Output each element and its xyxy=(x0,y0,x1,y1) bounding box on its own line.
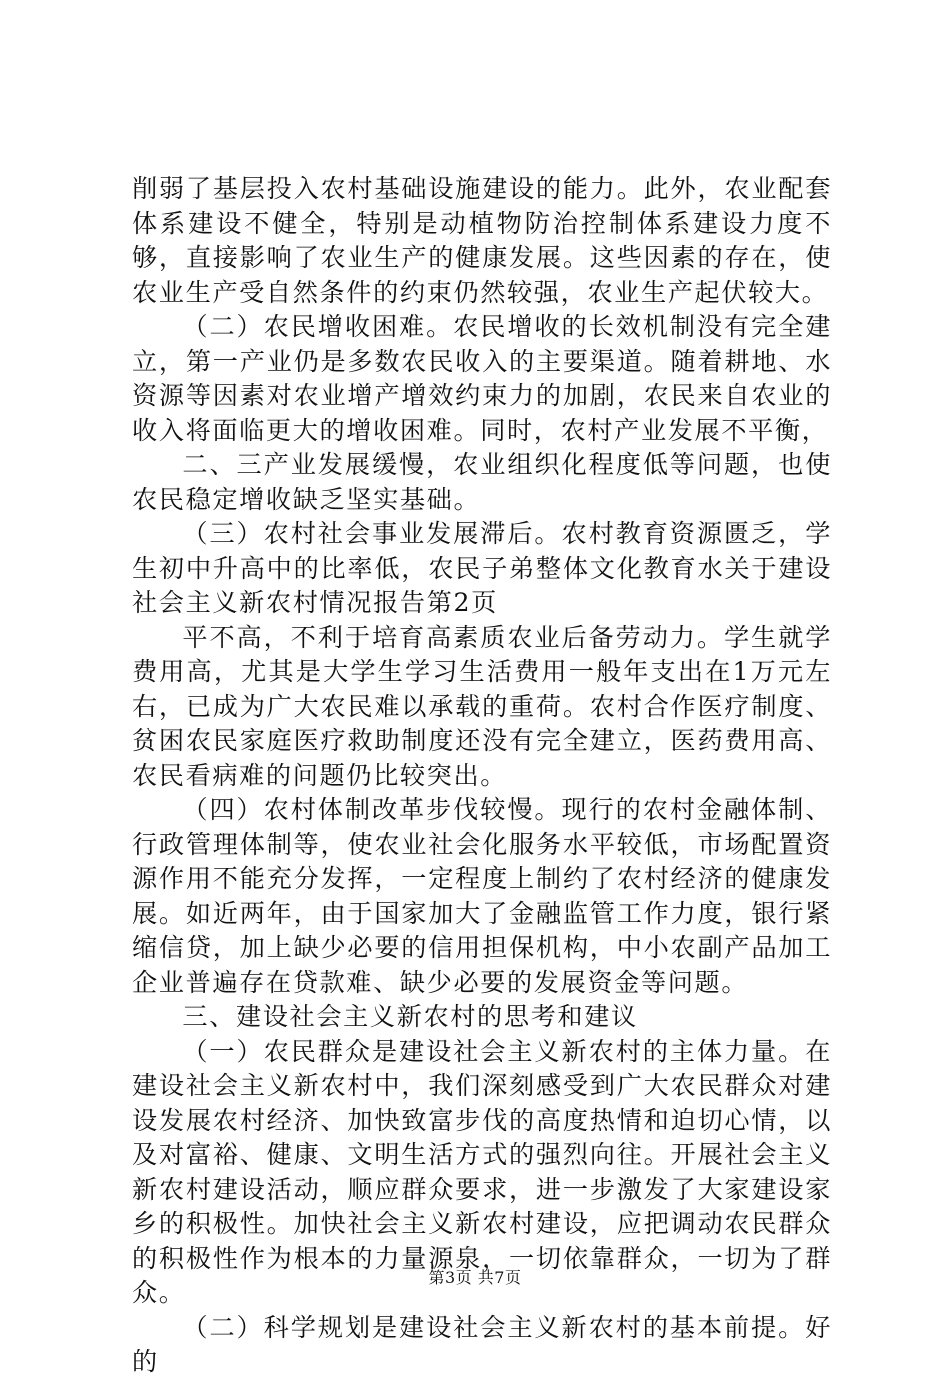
paragraph-5: 平不高，不利于培育高素质农业后备劳动力。学生就学费用高，尤其是大学生学习生活费用一般年支出在1万元左右，已成为广大农民难以承载的重荷。农村合作医疗制度、贫困农民家庭医疗救助制度还没有完全建立，医药费用高、农民看病难的问题仍比较突出。 xyxy=(132,622,832,790)
paragraph-6: （四）农村体制改革步伐较慢。现行的农村金融体制、行政管理体制等，使农业社会化服务水平较低，市场配置资源作用不能充分发挥，一定程度上制约了农村经济的健康发展。如近两年，由于国家加大了金融监管工作力度，银行紧缩信贷，加上缺少必要的信用担保机构，中小农副产品加工企业普遍存在贷款难、缺少必要的发展资金等问题。 xyxy=(132,795,832,997)
paragraph-7: （一）农民群众是建设社会主义新农村的主体力量。在建设社会主义新农村中，我们深刻感受到广大农民群众对建设发展农村经济、加快致富步伐的高度热情和迫切心情，以及对富裕、健康、文明生活方式的强烈向往。开展社会主义新农村建设活动，顺应群众要求，进一步激发了大家建设家乡的积极性。加快社会主义新农村建设，应把调动农民群众的积极性作为根本的力量源泉，一切依靠群众，一切为了群众。 xyxy=(132,1036,832,1307)
paragraph-2: （二）农民增收困难。农民增收的长效机制没有完全建立，第一产业仍是多数农民收入的主要渠道。随着耕地、水资源等因素对农业增产增效约束力的加剧，农民来自农业的收入将面临更大的增收困难。同时，农村产业发展不平衡， xyxy=(132,312,832,445)
paragraph-4: （三）农村社会事业发展滞后。农村教育资源匮乏，学生初中升高中的比率低，农民子弟整体文化教育水关于建设社会主义新农村情况报告第2页 xyxy=(132,519,832,617)
paragraph-8: （二）科学规划是建设社会主义新农村的基本前提。好的 xyxy=(132,1312,832,1376)
section-heading: 三、建设社会主义新农村的思考和建议 xyxy=(182,1002,638,1031)
paragraph-3: 二、三产业发展缓慢，农业组织化程度低等问题，也使农民稳定增收缺乏坚实基础。 xyxy=(132,450,832,514)
paragraph-1: 削弱了基层投入农村基础设施建设的能力。此外，农业配套体系建设不健全，特别是动植物防治控制体系建设力度不够，直接影响了农业生产的健康发展。这些因素的存在，使农业生产受自然条件的约束仍然较强，农业生产起伏较大。 xyxy=(132,174,832,307)
page-number-footer: 第3页 共7页 xyxy=(428,1268,522,1287)
document-body xyxy=(132,172,832,1380)
